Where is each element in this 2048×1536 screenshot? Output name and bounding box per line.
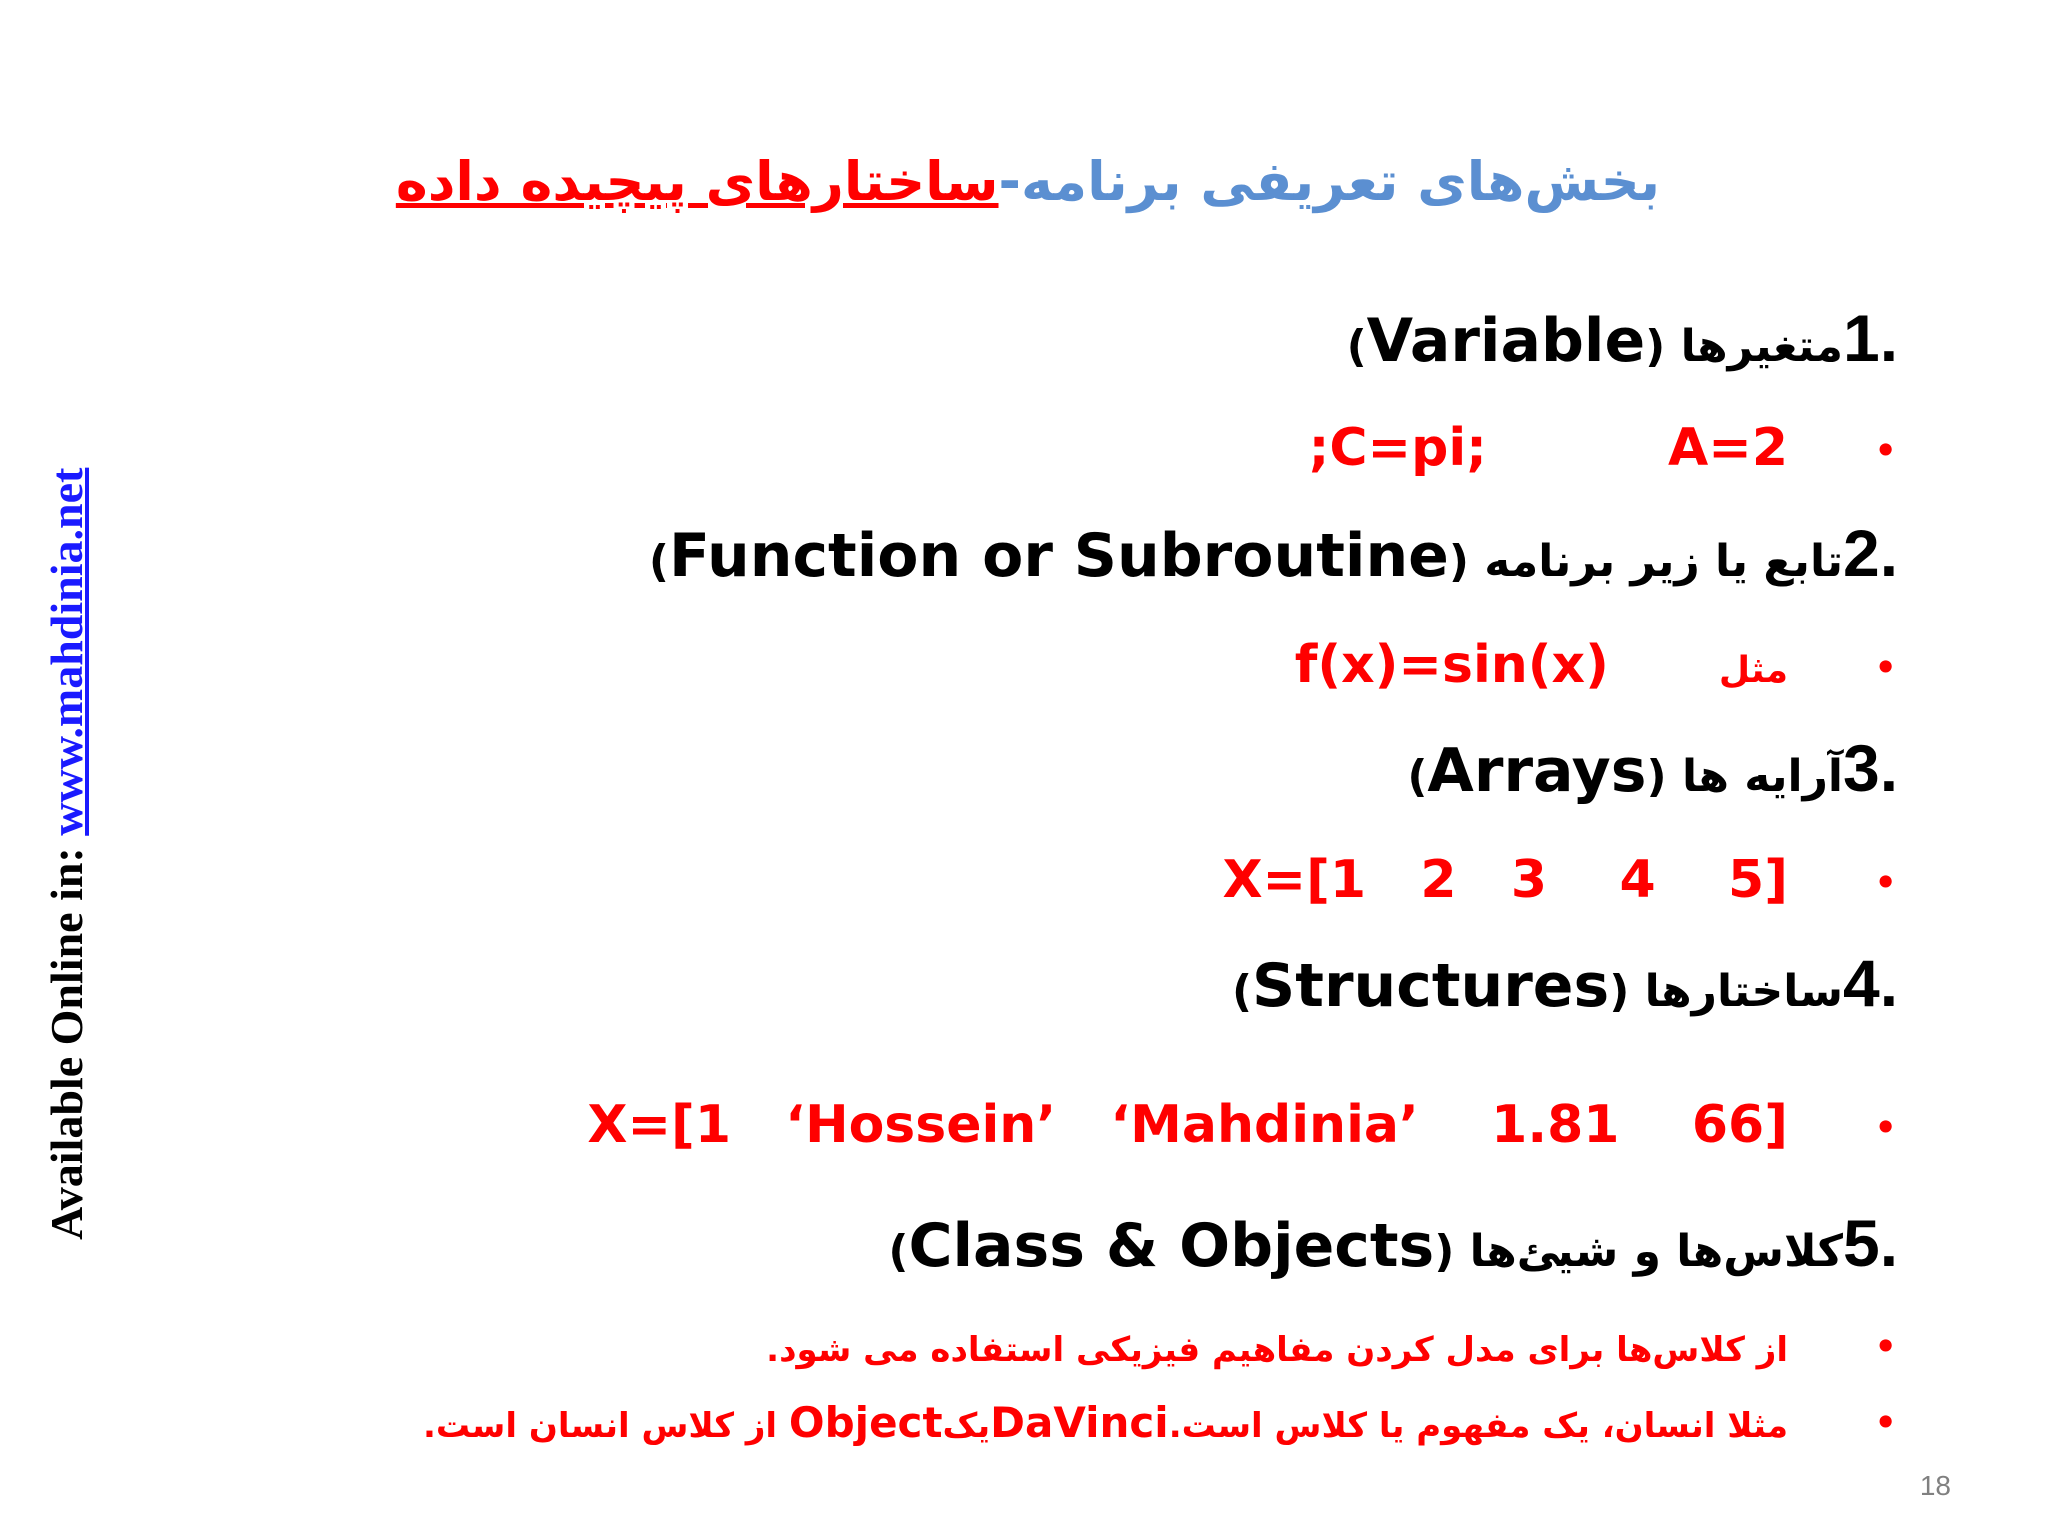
title-sub: ساختارهای پیچیده داده bbox=[395, 150, 999, 213]
code-example: X=[1 ‘Hossein’ ‘Mahdinia’ 1.81 66] bbox=[587, 1095, 1788, 1155]
bullet-class-description bbox=[766, 1322, 1898, 1371]
item-persian: کلاس‌ها و شیئ‌ها ( bbox=[1434, 1226, 1843, 1277]
example-word: مثل bbox=[1718, 650, 1788, 691]
item-close-paren: ) bbox=[1407, 751, 1428, 802]
code-example: X=[1 2 3 4 5] bbox=[1222, 850, 1788, 910]
side-watermark bbox=[40, 468, 93, 1240]
item-number: 1. bbox=[1843, 301, 1899, 375]
item-number: 5. bbox=[1843, 1206, 1899, 1280]
bullet-dot: • bbox=[1873, 858, 1898, 907]
example-davinci: DaVinci bbox=[990, 1398, 1169, 1447]
code-example: C=pi; A=2; bbox=[1308, 418, 1788, 478]
class-description: از کلاس‌ها برای مدل کردن مفاهیم فیزیکی استفاده می شود. bbox=[766, 1330, 1788, 1370]
bullet-function-example bbox=[1295, 635, 1898, 695]
list-item-variable bbox=[1347, 300, 1953, 376]
item-persian: ساختارها ( bbox=[1609, 966, 1843, 1017]
site-link[interactable]: www.mahdinia.net bbox=[41, 467, 92, 836]
item-english: Structures bbox=[1252, 951, 1610, 1021]
item-close-paren: ) bbox=[888, 1226, 909, 1277]
item-close-paren: ) bbox=[648, 536, 670, 587]
example-text-c: یک bbox=[942, 1406, 991, 1446]
example-object: Object bbox=[788, 1398, 943, 1447]
bullet-dot: • bbox=[1873, 1103, 1898, 1152]
bullet-arrays-example bbox=[1222, 850, 1898, 910]
item-english: Function or Subroutine bbox=[669, 521, 1449, 591]
example-text-e: از کلاس انسان است. bbox=[423, 1406, 789, 1446]
item-english: Arrays bbox=[1427, 736, 1647, 806]
item-persian: تابع یا زیر برنامه ( bbox=[1448, 536, 1843, 587]
item-persian: متغیرها ( bbox=[1645, 321, 1843, 372]
item-english: Class & Objects bbox=[908, 1211, 1435, 1281]
item-persian: آرایه ها ( bbox=[1646, 751, 1843, 802]
bullet-dot: • bbox=[1873, 1322, 1898, 1371]
example-text-a: مثلا انسان، یک مفهوم یا کلاس است. bbox=[1168, 1406, 1788, 1446]
list-item-structures bbox=[1232, 945, 1953, 1021]
list-item-arrays bbox=[1407, 730, 1953, 806]
bullet-class-example bbox=[423, 1398, 1898, 1447]
code-example: f(x)=sin(x) bbox=[1294, 635, 1609, 695]
item-number: 2. bbox=[1843, 516, 1899, 590]
page-number: 18 bbox=[1919, 1470, 1951, 1501]
list-item-function bbox=[649, 515, 1953, 591]
bullet-dot: • bbox=[1873, 643, 1898, 692]
bullet-structures-example bbox=[587, 1095, 1898, 1155]
item-number: 4. bbox=[1843, 946, 1899, 1020]
title-separator: - bbox=[998, 150, 1021, 213]
bullet-dot: • bbox=[1873, 426, 1898, 475]
side-prefix: Available Online in: bbox=[41, 835, 92, 1240]
item-number: 3. bbox=[1843, 731, 1899, 805]
item-english: Variable bbox=[1366, 306, 1646, 376]
item-close-paren: ) bbox=[1231, 966, 1253, 1017]
item-close-paren: ) bbox=[1346, 321, 1367, 372]
list-item-class-objects bbox=[888, 1205, 1953, 1281]
slide-title bbox=[395, 150, 1660, 213]
bullet-dot: • bbox=[1873, 1398, 1898, 1447]
title-main: بخش‌های تعریفی برنامه bbox=[1020, 150, 1660, 213]
bullet-variable-example bbox=[1309, 418, 1898, 478]
